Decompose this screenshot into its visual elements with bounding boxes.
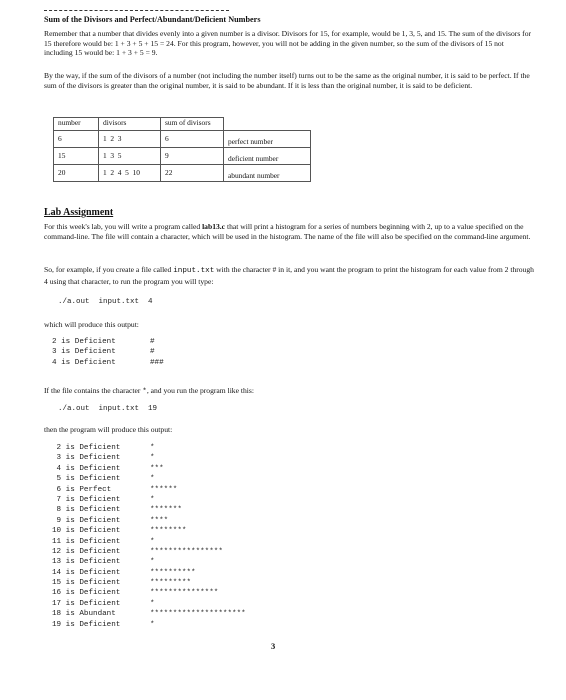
cell-divisors: 1 2 3 <box>99 130 161 147</box>
histogram-bar: ### <box>150 358 164 367</box>
histogram-bar: ****** <box>150 485 178 494</box>
cell-kind: deficient number <box>224 147 311 164</box>
output-line <box>52 578 246 588</box>
intro-paragraph-1: Remember that a number that divides evenly into a given number is a divisor. Divisors for 15, for example, would be 1, 3, 5, and 15. The sum of the divisors for 15 therefore would be: 1 + 3 + 5 + 15 = 24. For this program, however, you will not be adding in the given number, so the sum of the divisors of 15 not including 15 would be: 1 + 3 + 5 = 9. <box>44 29 532 58</box>
histogram-bar: * <box>150 599 155 608</box>
output-label: 3 is Deficient <box>52 454 121 463</box>
output-intro-2: then the program will produce this output: <box>44 425 173 434</box>
output-label: 17 is Deficient <box>52 599 121 608</box>
output-block-2 <box>52 443 246 630</box>
histogram-bar: # <box>150 338 155 346</box>
cell-divisors: 1 2 4 5 10 <box>99 164 161 181</box>
histogram-bar: * <box>150 558 155 567</box>
command-example-1: ./a.out input.txt 4 <box>58 298 153 306</box>
output-block-1 <box>52 337 164 368</box>
histogram-bar: * <box>150 444 155 452</box>
histogram-bar: *** <box>150 464 164 473</box>
output-line <box>52 537 246 547</box>
file-name: input.txt <box>173 267 215 275</box>
lab-p2-text: So, for example, if you create a file called <box>44 265 174 274</box>
output-line <box>52 568 246 578</box>
cell-kind: abundant number <box>224 164 311 181</box>
document-title: Sum of the Divisors and Perfect/Abundant/Deficient Numbers <box>44 15 261 24</box>
cell-divisors: 1 3 5 <box>99 147 161 164</box>
histogram-bar: **** <box>150 516 169 525</box>
intro-paragraph-2: By the way, if the sum of the divisors of a number (not including the number itself) turns out to be the same as the original number, it is said to be perfect. If the sum of the divisors is greater than the original number, it is said to be abundant. If it is less than the original number, it is said to be deficient. <box>44 71 530 90</box>
cell-number: 15 <box>54 147 99 164</box>
histogram-bar: * <box>150 475 155 484</box>
output-label: 11 is Deficient <box>52 537 121 546</box>
divisors-table <box>53 117 311 182</box>
cell-number: 20 <box>54 164 99 181</box>
output-line <box>52 505 246 515</box>
output-label: 4 is Deficient <box>52 358 116 367</box>
histogram-bar: * <box>150 454 155 463</box>
histogram-bar: ******** <box>150 527 187 536</box>
output-line <box>52 485 246 495</box>
lab-paragraph-3 <box>44 386 534 398</box>
output-line <box>52 588 246 598</box>
output-label: 16 is Deficient <box>52 589 121 598</box>
output-line <box>52 337 164 347</box>
cell-number: 6 <box>54 130 99 147</box>
header-sum: sum of divisors <box>161 118 224 131</box>
lab-p3-text: If the file contains the character <box>44 386 143 395</box>
star-char: * <box>142 388 147 396</box>
output-line <box>52 599 246 609</box>
output-line <box>52 526 246 536</box>
lab-paragraph-1 <box>44 222 534 241</box>
output-line <box>52 609 246 619</box>
output-label: 7 is Deficient <box>52 495 121 504</box>
header-divisors: divisors <box>99 118 161 131</box>
output-line <box>52 547 246 557</box>
output-line <box>52 474 246 484</box>
table-row <box>54 130 311 147</box>
output-intro-1: which will produce this output: <box>44 320 139 329</box>
output-label: 18 is Abundant <box>52 610 116 619</box>
lab-p1-text: For this week's lab, you will write a program called <box>44 222 203 231</box>
histogram-bar: ********* <box>150 579 192 588</box>
program-name: lab13.c <box>202 222 226 231</box>
histogram-bar: ******* <box>150 506 182 515</box>
header-rule <box>44 10 229 11</box>
output-label: 19 is Deficient <box>52 620 121 629</box>
output-line <box>52 464 246 474</box>
cell-sum: 9 <box>161 147 224 164</box>
lab-paragraph-2 <box>44 265 534 286</box>
output-label: 3 is Deficient <box>52 348 116 357</box>
cell-sum: 6 <box>161 130 224 147</box>
histogram-bar: # <box>150 348 155 357</box>
output-line <box>52 516 246 526</box>
output-label: 8 is Deficient <box>52 506 121 515</box>
output-line <box>52 495 246 505</box>
output-label: 9 is Deficient <box>52 516 121 525</box>
table-row <box>54 147 311 164</box>
page-number: 3 <box>271 641 276 651</box>
histogram-bar: **************** <box>150 547 223 556</box>
output-label: 5 is Deficient <box>52 475 121 484</box>
lab-p1-text-rest: that will print a histogram for a series of numbers beginning with 2, up to a value specified on the command-line. The file will contain a character, which will be used in the histogram. The name of the file will also be specified on the command-line argument. <box>44 222 531 241</box>
histogram-bar: ********** <box>150 568 196 577</box>
output-label: 14 is Deficient <box>52 568 121 577</box>
histogram-bar: * <box>150 495 155 504</box>
histogram-bar: *************** <box>150 589 219 598</box>
cell-sum: 22 <box>161 164 224 181</box>
output-label: 10 is Deficient <box>52 527 121 536</box>
command-example-2: ./a.out input.txt 19 <box>58 405 158 413</box>
output-line <box>52 453 246 463</box>
output-label: 15 is Deficient <box>52 579 121 588</box>
table-header-row <box>54 118 311 131</box>
output-line <box>52 443 246 453</box>
output-line <box>52 347 164 357</box>
output-label: 13 is Deficient <box>52 558 121 567</box>
output-line <box>52 557 246 567</box>
histogram-bar: ********************* <box>150 610 246 619</box>
lab-p3-text-rest: , and you run the program like this: <box>146 386 254 395</box>
output-label: 12 is Deficient <box>52 547 121 556</box>
output-line <box>52 358 164 368</box>
lab-p2-text-rest: with the character # in it, and you want the program to print the histogram for each value from 2 through 4 using that character, to run the program you will type: <box>44 265 534 286</box>
output-label: 2 is Deficient <box>52 338 116 346</box>
histogram-bar: * <box>150 620 155 629</box>
cell-kind: perfect number <box>224 130 311 147</box>
output-label: 2 is Deficient <box>52 444 121 452</box>
output-line <box>52 620 246 630</box>
histogram-bar: * <box>150 537 155 546</box>
header-number: number <box>54 118 99 131</box>
output-label: 4 is Deficient <box>52 464 121 473</box>
output-label: 6 is Perfect <box>52 485 112 494</box>
table-row <box>54 164 311 181</box>
lab-heading: Lab Assignment <box>44 207 114 218</box>
